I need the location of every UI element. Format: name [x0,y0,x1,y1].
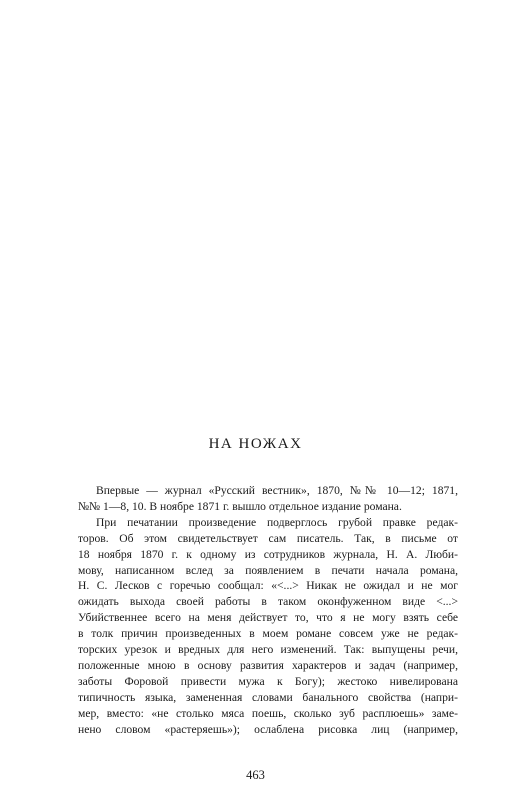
text-line: заботы Форовой привести мужа к Богу); жестоко нивелирована [78,674,458,688]
text-line: ожидать выхода своей работы в таком оконфуженном виде <...> [78,595,458,609]
text-line: типичность языка, замененная словами банального свойства (напри- [78,690,458,704]
paragraph-first-publication [78,483,458,515]
text-line: №№ 1—8, 10. В ноябре 1871 г. вышло отдельное издание романа. [78,499,402,513]
paragraph-editing-history [78,515,458,738]
page-number: 463 [246,768,265,782]
text-line: положенные мною в основу развития характеров и задач (например, [78,658,458,672]
text-line: мову, написанном вслед за появлением в печати начала романа, [78,563,458,577]
text-line: 18 ноября 1870 г. к одному из сотрудников журнала, Н. А. Люби- [78,547,458,561]
text-line: торских урезок и вредных для него изменений. Так: выпущены речи, [78,643,458,657]
section-heading: НА НОЖАХ [208,436,303,452]
text-line: Впервые — журнал «Русский вестник», 1870, №№ 10—12; 1871, [96,484,458,497]
text-line: При печатании произведение подверглось грубой правке редак- [96,515,458,529]
text-line: нено словом «растеряешь»); ослаблена рисовка лиц (например, [78,722,458,736]
text-line: Н. С. Лесков с горечью сообщал: «<...> Никак не ожидал и не мог [78,579,458,593]
text-line: Убийственнее всего на меня действует то, что я не могу взять себе [78,611,458,625]
text-line: в толк причин произведенных в моем романе совсем уже не редак- [78,627,458,641]
commentary-text [78,483,458,738]
text-line: мер, вместо: «не столько мяса поешь, сколько зуб расплюешь» заме- [78,706,458,720]
text-line: торов. Об этом свидетельствует сам писатель. Так, в письме от [78,531,458,545]
